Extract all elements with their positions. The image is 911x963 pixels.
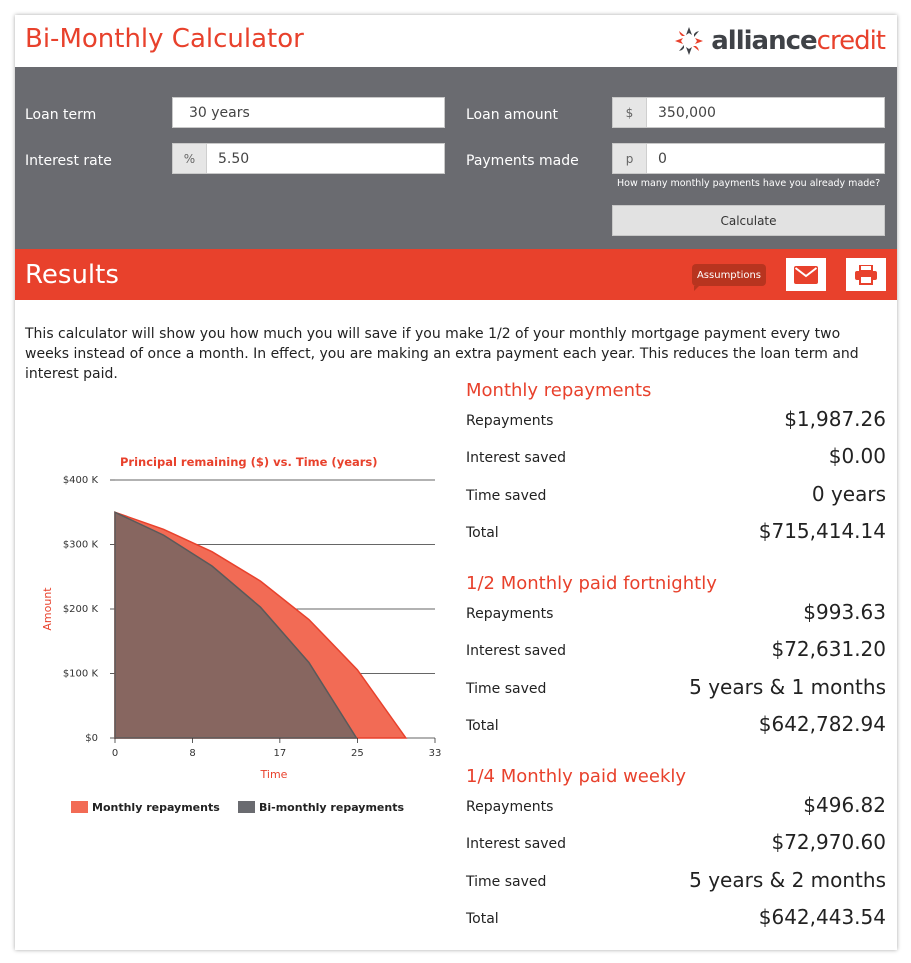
calculate-button[interactable]: Calculate: [612, 205, 885, 236]
x-tick-label: 8: [189, 748, 196, 759]
y-tick-label: $300 K: [62, 539, 98, 551]
legend-swatch-monthly: [71, 801, 88, 813]
result-row: [466, 596, 886, 624]
result-value: 5 years & 1 months: [689, 675, 886, 699]
result-row: [466, 789, 886, 817]
y-tick-label: $100 K: [62, 668, 98, 680]
legend-label-monthly: Monthly repayments: [92, 801, 220, 814]
loan-amount-field[interactable]: [612, 97, 885, 128]
result-row: [466, 440, 886, 468]
result-row: [466, 901, 886, 929]
page-title: Bi-Monthly Calculator: [25, 24, 304, 54]
payments-made-value: 0: [658, 150, 667, 167]
x-tick-label: 25: [351, 748, 364, 759]
chart-title: Principal remaining ($) vs. Time (years): [120, 455, 378, 469]
brand-name-light: credit: [816, 26, 885, 56]
loan-term-label: Loan term: [25, 107, 97, 123]
result-value: $993.63: [803, 600, 886, 624]
result-label: Time saved: [466, 488, 547, 504]
brand-name: alliance: [711, 26, 817, 56]
result-value: $1,987.26: [784, 407, 886, 431]
payments-addon: p: [613, 144, 647, 173]
result-value: $642,443.54: [758, 905, 886, 929]
result-label: Total: [466, 718, 499, 734]
result-row: [466, 671, 886, 699]
loan-term-select[interactable]: [172, 97, 445, 128]
payments-made-label: Payments made: [466, 153, 579, 169]
result-row: [466, 864, 886, 892]
result-label: Interest saved: [466, 836, 567, 852]
result-row: [466, 403, 886, 431]
y-axis-label: Amount: [41, 587, 54, 631]
alliance-logo-icon: [673, 25, 705, 57]
result-section-title: Monthly repayments: [466, 380, 652, 401]
result-value: $0.00: [828, 444, 886, 468]
result-row: [466, 708, 886, 736]
email-icon: [794, 266, 818, 284]
result-row: [466, 826, 886, 854]
legend-label-bimonthly: Bi-monthly repayments: [259, 801, 405, 814]
interest-rate-value: 5.50: [218, 150, 250, 167]
result-label: Total: [466, 525, 499, 541]
x-axis-label: Time: [260, 768, 288, 781]
input-form: [15, 67, 897, 249]
result-row: [466, 633, 886, 661]
payments-made-field[interactable]: [612, 143, 885, 174]
principal-chart: [35, 455, 455, 835]
result-row: [466, 515, 886, 543]
legend-swatch-bimonthly: [238, 801, 255, 813]
intro-text: This calculator will show you how much you will save if you make 1/2 of your monthly mortgage payment every two weeks instead of once a month. In effect, you are making an extra payment each year. This reduces the loan term and interest paid.: [25, 326, 859, 382]
result-row: [466, 478, 886, 506]
brand-logo: [673, 25, 885, 57]
result-value: 0 years: [811, 482, 886, 506]
y-tick-label: $200 K: [62, 604, 98, 615]
print-icon: [855, 265, 877, 285]
bimonthly-area: [115, 512, 357, 738]
result-label: Repayments: [466, 606, 554, 622]
result-label: Time saved: [466, 681, 547, 697]
calculator-frame: [15, 15, 897, 950]
payments-hint: How many monthly payments have you already made?: [617, 178, 881, 189]
y-tick-label: $400 K: [62, 475, 98, 486]
result-label: Repayments: [466, 799, 554, 815]
result-value: $715,414.14: [758, 519, 886, 543]
result-label: Interest saved: [466, 643, 567, 659]
print-button[interactable]: [846, 258, 886, 291]
interest-rate-label: Interest rate: [25, 153, 112, 169]
result-value: 5 years & 2 months: [689, 868, 886, 892]
x-tick-label: 0: [111, 748, 119, 759]
result-section-title: 1/2 Monthly paid fortnightly: [466, 573, 717, 594]
assumptions-button[interactable]: Assumptions: [692, 264, 766, 286]
dollar-addon: $: [613, 98, 647, 127]
results-bar: [15, 249, 897, 300]
email-button[interactable]: [786, 258, 826, 291]
x-tick-label: 17: [273, 748, 287, 759]
result-label: Total: [466, 911, 499, 927]
result-value: $496.82: [803, 793, 886, 817]
result-value: $72,970.60: [771, 830, 886, 854]
loan-term-value: 30 years: [189, 104, 250, 121]
x-tick-label: 33: [428, 748, 442, 759]
results-title: Results: [25, 260, 119, 290]
header: [15, 15, 897, 67]
loan-amount-label: Loan amount: [466, 107, 559, 123]
result-section-title: 1/4 Monthly paid weekly: [466, 766, 687, 787]
result-value: $642,782.94: [758, 712, 886, 736]
result-label: Repayments: [466, 413, 554, 429]
percent-addon: %: [173, 144, 207, 173]
loan-amount-value: 350,000: [658, 104, 716, 121]
result-label: Interest saved: [466, 450, 567, 466]
result-label: Time saved: [466, 874, 547, 890]
result-value: $72,631.20: [771, 637, 886, 661]
interest-rate-field[interactable]: [172, 143, 445, 174]
y-tick-label: $0: [85, 733, 98, 744]
